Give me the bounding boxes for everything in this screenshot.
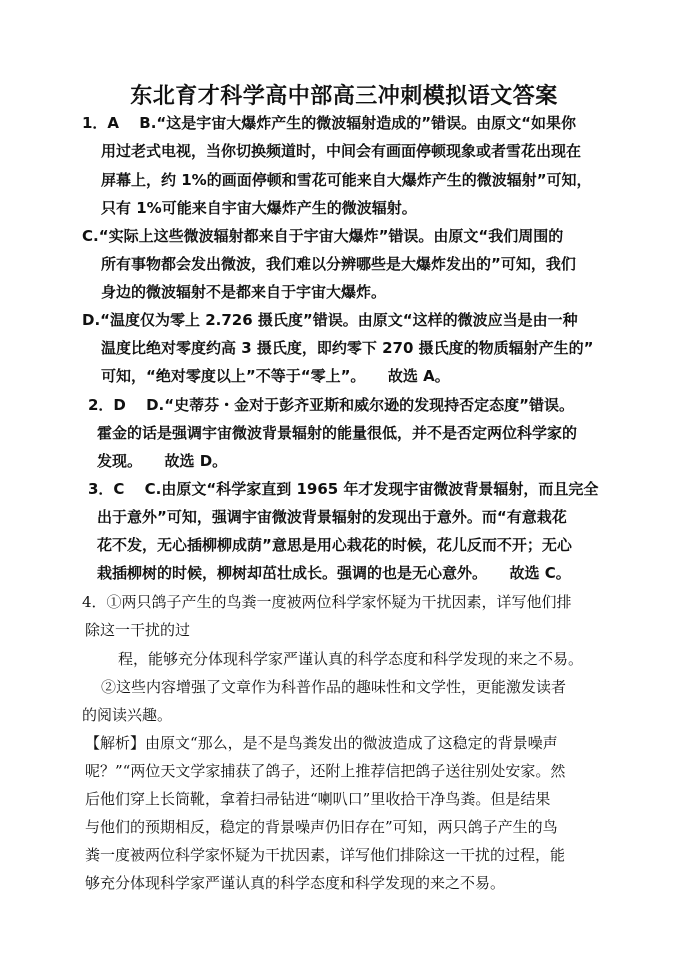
answer-2-line-3: 发现。 故选 D。 xyxy=(97,452,228,470)
answer-4-line-2: 除这一干扰的过 xyxy=(85,621,191,639)
page-title: 东北育才科学高中部高三冲刺模拟语文答案 xyxy=(130,84,558,109)
answer-2-line-1: 2．D D.“史蒂芬・金对于彭齐亚斯和威尔逊的发现持否定态度”错误。 xyxy=(88,396,574,414)
answer-1-line-1: 1．A B.“这是宇宙大爆炸产生的微波辐射造成的”错误。由原文“如果你 xyxy=(82,114,576,132)
answer-1-line-4: 只有 1%可能来自宇宙大爆炸产生的微波辐射。 xyxy=(101,199,417,217)
answer-3-line-4: 栽插柳树的时候，柳树却茁壮成长。强调的也是无心意外。 故选 C。 xyxy=(97,564,571,582)
analysis-line-1: 【解析】由原文“那么，是不是鸟粪发出的微波造成了这稳定的背景噪声 xyxy=(85,734,558,752)
answer-4-line-1: 4．①两只鸽子产生的鸟粪一度被两位科学家怀疑为干扰因素，详写他们排 xyxy=(82,593,572,611)
answer-1c-line-1: C.“实际上这些微波辐射都来自于宇宙大爆炸”错误。由原文“我们周围的 xyxy=(82,227,564,245)
answer-3-line-1: 3．C C.由原文“科学家直到 1965 年才发现宇宙微波背景辐射，而且完全 xyxy=(88,480,599,498)
answer-1c-line-3: 身边的微波辐射不是都来自于宇宙大爆炸。 xyxy=(101,283,387,301)
answer-1c-line-2: 所有事物都会发出微波，我们难以分辨哪些是大爆炸发出的”可知，我们 xyxy=(101,255,576,273)
answer-1-line-3: 屏幕上，约 1%的画面停顿和雪花可能来自大爆炸产生的微波辐射”可知， xyxy=(101,171,592,189)
answer-3-line-2: 出于意外”可知，强调宇宙微波背景辐射的发现出于意外。而“有意栽花 xyxy=(97,508,567,526)
analysis-line-2: 呢？”“两位天文学家捕获了鸽子，还附上推荐信把鸽子送往别处安家。然 xyxy=(85,762,566,780)
analysis-line-4: 与他们的预期相反，稳定的背景噪声仍旧存在”可知，两只鸽子产生的鸟 xyxy=(85,818,558,836)
answer-4-line-4: ②这些内容增强了文章作为科普作品的趣味性和文学性，更能激发读者 xyxy=(101,678,567,696)
answer-4-line-5: 的阅读兴趣。 xyxy=(82,706,173,724)
answer-2-line-2: 霍金的话是强调宇宙微波背景辐射的能量很低，并不是否定两位科学家的 xyxy=(97,424,578,442)
answer-4-line-3: 程，能够充分体现科学家严谨认真的科学态度和科学发现的来之不易。 xyxy=(118,650,584,668)
analysis-line-5: 粪一度被两位科学家怀疑为干扰因素，详写他们排除这一干扰的过程，能 xyxy=(85,846,566,864)
answer-1d-line-1: D.“温度仅为零上 2.726 摄氏度”错误。由原文“这样的微波应当是由一种 xyxy=(82,311,578,329)
answer-3-line-3: 花不发，无心插柳柳成荫”意思是用心栽花的时候，花儿反而不开；无心 xyxy=(97,536,572,554)
answer-1d-line-3: 可知，“绝对零度以上”不等于“零上”。 故选 A。 xyxy=(101,367,450,385)
analysis-line-3: 后他们穿上长筒靴，拿着扫帚钻进“喇叭口”里收拾干净鸟粪。但是结果 xyxy=(85,790,551,808)
answer-1d-line-2: 温度比绝对零度约高 3 摄氏度，即约零下 270 摄氏度的物质辐射产生的” xyxy=(101,339,594,357)
answer-1-line-2: 用过老式电视，当你切换频道时，中间会有画面停顿现象或者雪花出现在 xyxy=(101,142,582,160)
analysis-line-6: 够充分体现科学家严谨认真的科学态度和科学发现的来之不易。 xyxy=(85,874,506,892)
